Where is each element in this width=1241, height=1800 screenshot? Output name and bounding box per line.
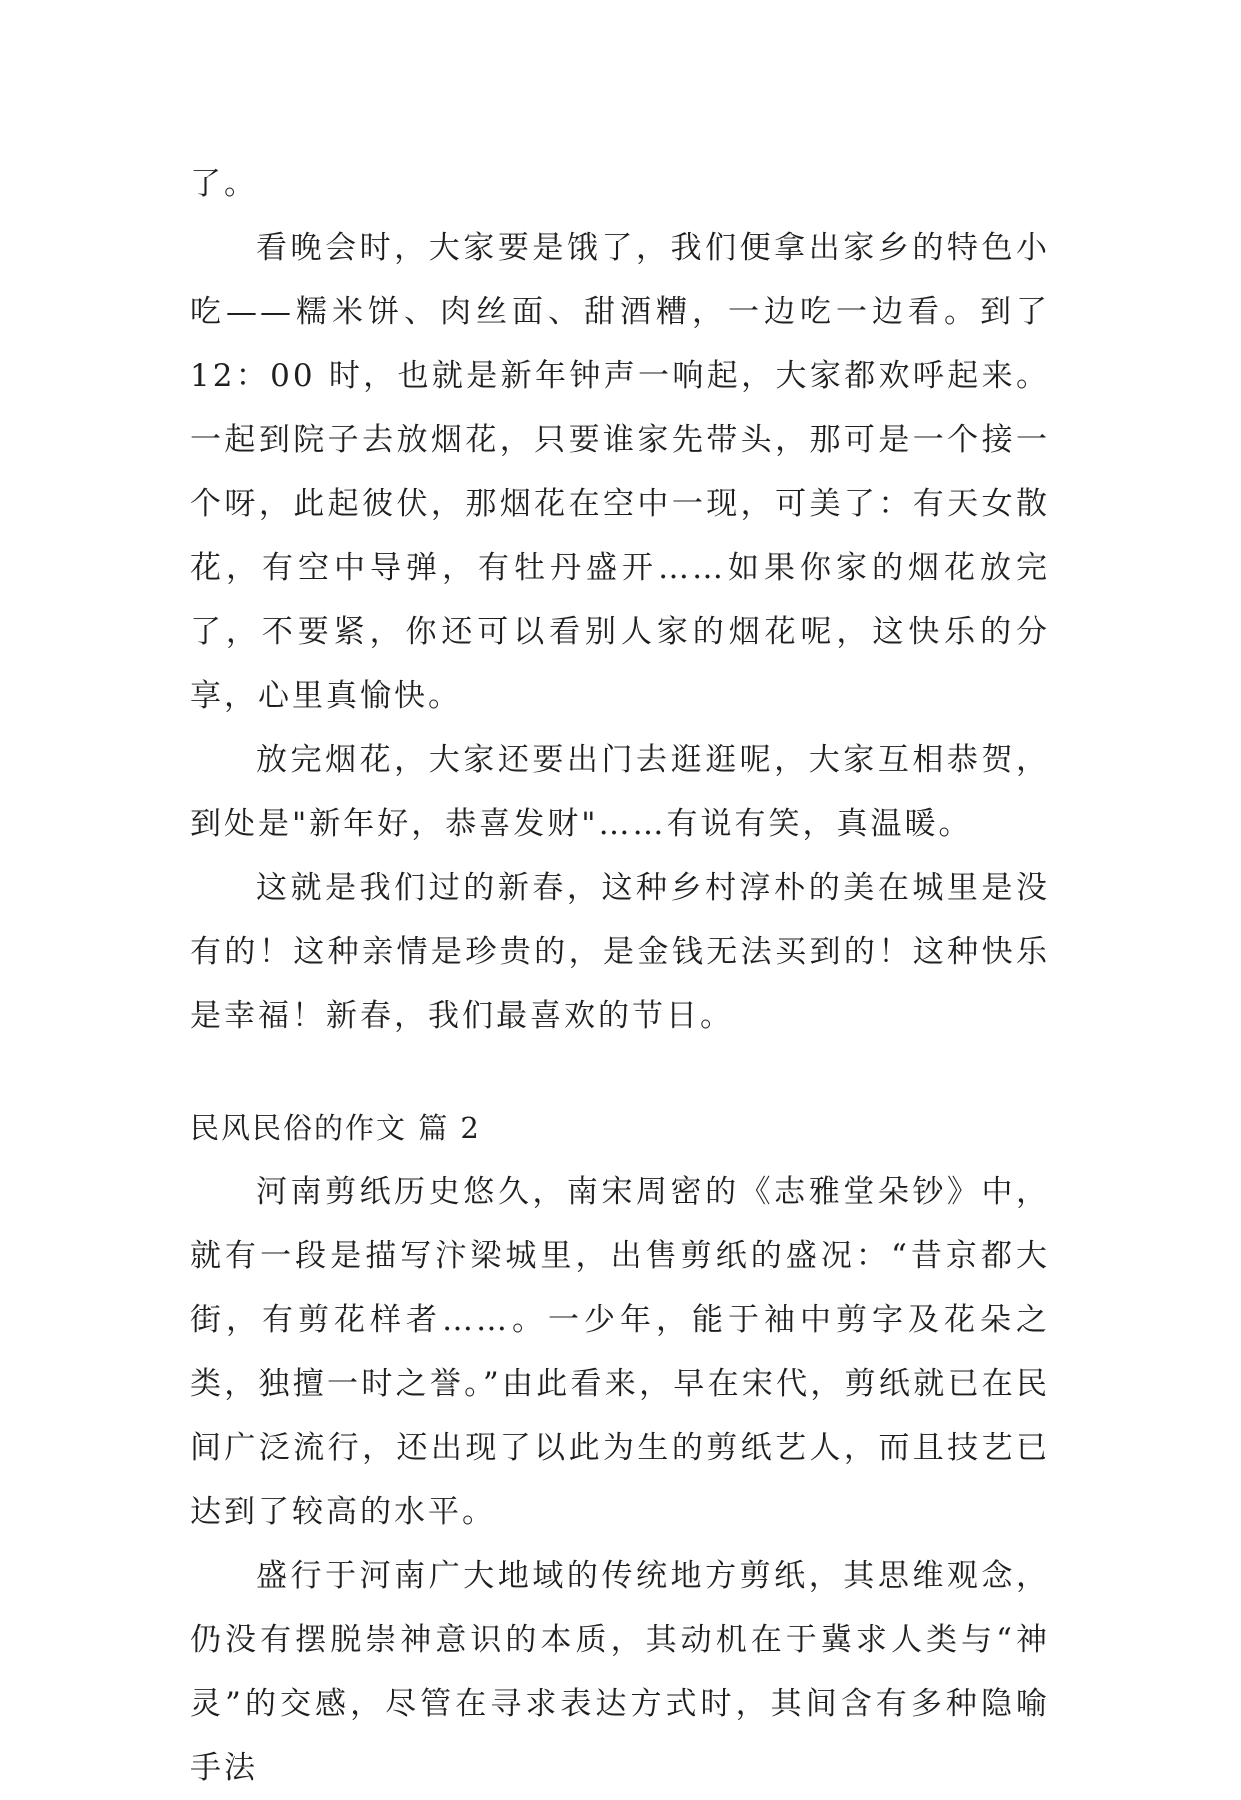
paragraph-henan-papercut-history: 河南剪纸历史悠久，南宋周密的《志雅堂朵钞》中，就有一段是描写汴梁城里，出售剪纸的盛况：“昔京都大街，有剪花样者……。一少年，能于袖中剪字及花朵之类，独擅一时之誉。”由此看来，早在宋代，剪纸就已在民间广泛流行，还出现了以此为生的剪纸艺人，而且技艺已达到了较高的水平。 xyxy=(190,1174,1050,1530)
paragraph-continuation: 了。 xyxy=(190,166,258,202)
paragraph-spring-festival-summary: 这就是我们过的新春，这种乡村淳朴的美在城里是没有的！这种亲情是珍贵的，是金钱无法买到的！这种快乐是幸福！新春，我们最喜欢的节日。 xyxy=(190,870,1050,1034)
paragraph-new-year-gala: 看晚会时，大家要是饿了，我们便拿出家乡的特色小吃——糯米饼、肉丝面、甜酒糟，一边吃一边看。到了 12：00 时，也就是新年钟声一响起，大家都欢呼起来。一起到院子去放烟花，只要谁家先带头，那可是一个接一个呀，此起彼伏，那烟花在空中一现，可美了：有天女散花，有空中导弹，有牡丹盛开……如果你家的烟花放完了，不要紧，你还可以看别人家的烟花呢，这快乐的分享，心里真愉快。 xyxy=(190,230,1050,714)
section-heading: 民风民俗的作文 篇 2 xyxy=(190,1111,481,1145)
paragraph-henan-papercut-tradition: 盛行于河南广大地域的传统地方剪纸，其思维观念，仍没有摆脱崇神意识的本质，其动机在于冀求人类与“神灵”的交感，尽管在寻求表达方式时，其间含有多种隐喻手法 xyxy=(190,1558,1050,1786)
document-body xyxy=(190,152,1050,1800)
paragraph-after-fireworks: 放完烟花，大家还要出门去逛逛呢，大家互相恭贺，到处是"新年好，恭喜发财"……有说有笑，真温暖。 xyxy=(190,742,1050,842)
